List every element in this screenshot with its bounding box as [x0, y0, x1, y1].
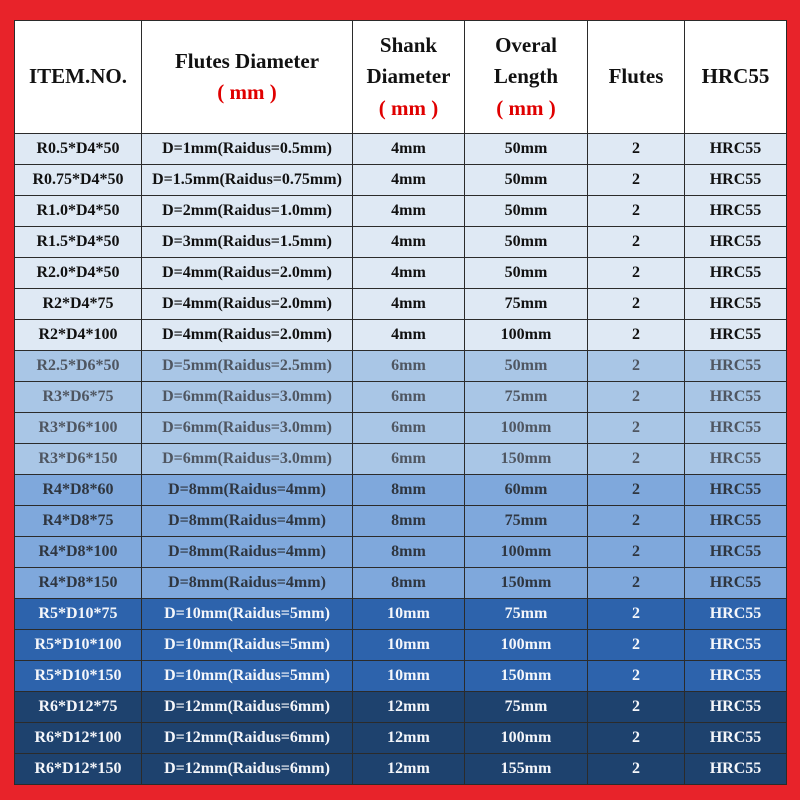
cell-hardness: HRC55	[685, 661, 787, 692]
cell-overall-length: 150mm	[465, 568, 588, 599]
cell-overall-length: 50mm	[465, 165, 588, 196]
cell-flutes-diameter: D=1.5mm(Raidus=0.75mm)	[142, 165, 353, 196]
cell-overall-length: 50mm	[465, 227, 588, 258]
cell-item-no: R6*D12*75	[15, 692, 142, 723]
cell-overall-length: 150mm	[465, 661, 588, 692]
cell-flutes: 2	[588, 320, 685, 351]
cell-flutes: 2	[588, 289, 685, 320]
cell-hardness: HRC55	[685, 537, 787, 568]
cell-shank-diameter: 8mm	[353, 568, 465, 599]
cell-hardness: HRC55	[685, 413, 787, 444]
cell-shank-diameter: 4mm	[353, 227, 465, 258]
cell-flutes-diameter: D=6mm(Raidus=3.0mm)	[142, 413, 353, 444]
cell-flutes-diameter: D=10mm(Raidus=5mm)	[142, 599, 353, 630]
cell-flutes-diameter: D=1mm(Raidus=0.5mm)	[142, 134, 353, 165]
cell-flutes-diameter: D=10mm(Raidus=5mm)	[142, 661, 353, 692]
cell-flutes: 2	[588, 661, 685, 692]
cell-overall-length: 50mm	[465, 351, 588, 382]
cell-item-no: R5*D10*100	[15, 630, 142, 661]
cell-hardness: HRC55	[685, 227, 787, 258]
cell-overall-length: 75mm	[465, 692, 588, 723]
table-row	[15, 537, 787, 568]
cell-flutes-diameter: D=5mm(Raidus=2.5mm)	[142, 351, 353, 382]
cell-item-no: R0.75*D4*50	[15, 165, 142, 196]
header-row	[15, 21, 787, 134]
cell-shank-diameter: 4mm	[353, 134, 465, 165]
cell-shank-diameter: 4mm	[353, 196, 465, 227]
header-overall-length	[465, 21, 588, 134]
cell-overall-length: 75mm	[465, 289, 588, 320]
cell-item-no: R6*D12*100	[15, 723, 142, 754]
cell-flutes: 2	[588, 413, 685, 444]
cell-item-no: R4*D8*60	[15, 475, 142, 506]
cell-shank-diameter: 10mm	[353, 630, 465, 661]
table-row	[15, 692, 787, 723]
table-row	[15, 475, 787, 506]
cell-flutes: 2	[588, 444, 685, 475]
cell-item-no: R2*D4*75	[15, 289, 142, 320]
cell-overall-length: 100mm	[465, 630, 588, 661]
cell-hardness: HRC55	[685, 444, 787, 475]
table-row	[15, 320, 787, 351]
cell-flutes: 2	[588, 134, 685, 165]
cell-item-no: R3*D6*75	[15, 382, 142, 413]
cell-flutes: 2	[588, 351, 685, 382]
table-row	[15, 506, 787, 537]
cell-overall-length: 60mm	[465, 475, 588, 506]
cell-item-no: R2*D4*100	[15, 320, 142, 351]
cell-item-no: R2.0*D4*50	[15, 258, 142, 289]
cell-item-no: R1.0*D4*50	[15, 196, 142, 227]
cell-flutes-diameter: D=12mm(Raidus=6mm)	[142, 692, 353, 723]
cell-item-no: R4*D8*100	[15, 537, 142, 568]
cell-flutes: 2	[588, 506, 685, 537]
header-length-unit: ( mm )	[496, 95, 556, 120]
spec-table	[14, 20, 787, 785]
cell-flutes-diameter: D=3mm(Raidus=1.5mm)	[142, 227, 353, 258]
cell-flutes-diameter: D=2mm(Raidus=1.0mm)	[142, 196, 353, 227]
cell-item-no: R4*D8*150	[15, 568, 142, 599]
header-shank-diameter	[353, 21, 465, 134]
table-row	[15, 227, 787, 258]
cell-flutes-diameter: D=4mm(Raidus=2.0mm)	[142, 289, 353, 320]
cell-flutes-diameter: D=4mm(Raidus=2.0mm)	[142, 258, 353, 289]
header-flutes-diameter-label: Flutes Diameter	[174, 48, 320, 73]
cell-shank-diameter: 4mm	[353, 320, 465, 351]
cell-flutes: 2	[588, 599, 685, 630]
cell-item-no: R0.5*D4*50	[15, 134, 142, 165]
table-row	[15, 258, 787, 289]
cell-flutes-diameter: D=8mm(Raidus=4mm)	[142, 506, 353, 537]
cell-shank-diameter: 10mm	[353, 661, 465, 692]
cell-flutes: 2	[588, 568, 685, 599]
cell-flutes-diameter: D=8mm(Raidus=4mm)	[142, 475, 353, 506]
cell-item-no: R6*D12*150	[15, 754, 142, 785]
table-row	[15, 289, 787, 320]
cell-hardness: HRC55	[685, 196, 787, 227]
cell-flutes: 2	[588, 754, 685, 785]
table-row	[15, 134, 787, 165]
header-item-no-label: ITEM.NO.	[28, 64, 127, 89]
cell-flutes-diameter: D=8mm(Raidus=4mm)	[142, 568, 353, 599]
cell-flutes: 2	[588, 196, 685, 227]
cell-item-no: R1.5*D4*50	[15, 227, 142, 258]
cell-flutes: 2	[588, 692, 685, 723]
cell-hardness: HRC55	[685, 351, 787, 382]
cell-item-no: R5*D10*150	[15, 661, 142, 692]
header-shank-unit: ( mm )	[378, 95, 439, 120]
spec-table-frame	[14, 20, 786, 780]
cell-shank-diameter: 6mm	[353, 444, 465, 475]
cell-shank-diameter: 6mm	[353, 382, 465, 413]
cell-item-no: R3*D6*100	[15, 413, 142, 444]
cell-overall-length: 100mm	[465, 537, 588, 568]
table-row	[15, 413, 787, 444]
cell-shank-diameter: 12mm	[353, 723, 465, 754]
header-length-line1: Overal	[495, 32, 557, 57]
cell-flutes-diameter: D=6mm(Raidus=3.0mm)	[142, 444, 353, 475]
cell-flutes: 2	[588, 382, 685, 413]
cell-overall-length: 75mm	[465, 382, 588, 413]
cell-flutes-diameter: D=12mm(Raidus=6mm)	[142, 723, 353, 754]
cell-flutes-diameter: D=4mm(Raidus=2.0mm)	[142, 320, 353, 351]
cell-hardness: HRC55	[685, 506, 787, 537]
cell-shank-diameter: 8mm	[353, 537, 465, 568]
cell-hardness: HRC55	[685, 754, 787, 785]
cell-flutes: 2	[588, 475, 685, 506]
header-hardness	[685, 21, 787, 134]
cell-hardness: HRC55	[685, 723, 787, 754]
cell-flutes: 2	[588, 723, 685, 754]
cell-overall-length: 150mm	[465, 444, 588, 475]
cell-hardness: HRC55	[685, 630, 787, 661]
cell-hardness: HRC55	[685, 289, 787, 320]
table-row	[15, 444, 787, 475]
cell-hardness: HRC55	[685, 568, 787, 599]
cell-flutes-diameter: D=6mm(Raidus=3.0mm)	[142, 382, 353, 413]
cell-overall-length: 50mm	[465, 258, 588, 289]
table-row	[15, 568, 787, 599]
table-row	[15, 630, 787, 661]
cell-item-no: R5*D10*75	[15, 599, 142, 630]
cell-hardness: HRC55	[685, 382, 787, 413]
cell-overall-length: 155mm	[465, 754, 588, 785]
table-row	[15, 165, 787, 196]
cell-hardness: HRC55	[685, 258, 787, 289]
table-row	[15, 754, 787, 785]
cell-flutes-diameter: D=10mm(Raidus=5mm)	[142, 630, 353, 661]
cell-overall-length: 50mm	[465, 196, 588, 227]
header-flutes-diameter-unit: ( mm )	[217, 80, 277, 104]
cell-shank-diameter: 8mm	[353, 475, 465, 506]
cell-shank-diameter: 4mm	[353, 165, 465, 196]
cell-flutes: 2	[588, 227, 685, 258]
cell-hardness: HRC55	[685, 599, 787, 630]
table-row	[15, 351, 787, 382]
header-hardness-label: HRC55	[701, 64, 770, 89]
cell-overall-length: 75mm	[465, 599, 588, 630]
table-row	[15, 661, 787, 692]
cell-item-no: R4*D8*75	[15, 506, 142, 537]
cell-flutes: 2	[588, 630, 685, 661]
cell-hardness: HRC55	[685, 475, 787, 506]
cell-shank-diameter: 4mm	[353, 289, 465, 320]
header-item-no	[15, 21, 142, 134]
cell-shank-diameter: 12mm	[353, 754, 465, 785]
cell-item-no: R2.5*D6*50	[15, 351, 142, 382]
table-row	[15, 196, 787, 227]
cell-overall-length: 100mm	[465, 723, 588, 754]
header-shank-line2: Diameter	[366, 64, 451, 89]
cell-overall-length: 100mm	[465, 413, 588, 444]
cell-overall-length: 100mm	[465, 320, 588, 351]
spec-table-header	[15, 21, 787, 134]
cell-flutes: 2	[588, 537, 685, 568]
cell-overall-length: 75mm	[465, 506, 588, 537]
cell-shank-diameter: 6mm	[353, 413, 465, 444]
cell-flutes-diameter: D=8mm(Raidus=4mm)	[142, 537, 353, 568]
cell-hardness: HRC55	[685, 165, 787, 196]
header-flutes-diameter	[142, 21, 353, 134]
header-flutes-label: Flutes	[608, 64, 664, 89]
cell-shank-diameter: 4mm	[353, 258, 465, 289]
cell-item-no: R3*D6*150	[15, 444, 142, 475]
cell-hardness: HRC55	[685, 692, 787, 723]
cell-hardness: HRC55	[685, 320, 787, 351]
cell-flutes: 2	[588, 258, 685, 289]
header-shank-line1: Shank	[379, 32, 438, 57]
cell-shank-diameter: 12mm	[353, 692, 465, 723]
cell-shank-diameter: 8mm	[353, 506, 465, 537]
header-flutes	[588, 21, 685, 134]
spec-table-body	[15, 134, 787, 785]
cell-overall-length: 50mm	[465, 134, 588, 165]
cell-shank-diameter: 6mm	[353, 351, 465, 382]
table-row	[15, 723, 787, 754]
cell-flutes: 2	[588, 165, 685, 196]
cell-flutes-diameter: D=12mm(Raidus=6mm)	[142, 754, 353, 785]
table-row	[15, 382, 787, 413]
header-length-line2: Length	[493, 64, 559, 89]
cell-hardness: HRC55	[685, 134, 787, 165]
cell-shank-diameter: 10mm	[353, 599, 465, 630]
table-row	[15, 599, 787, 630]
